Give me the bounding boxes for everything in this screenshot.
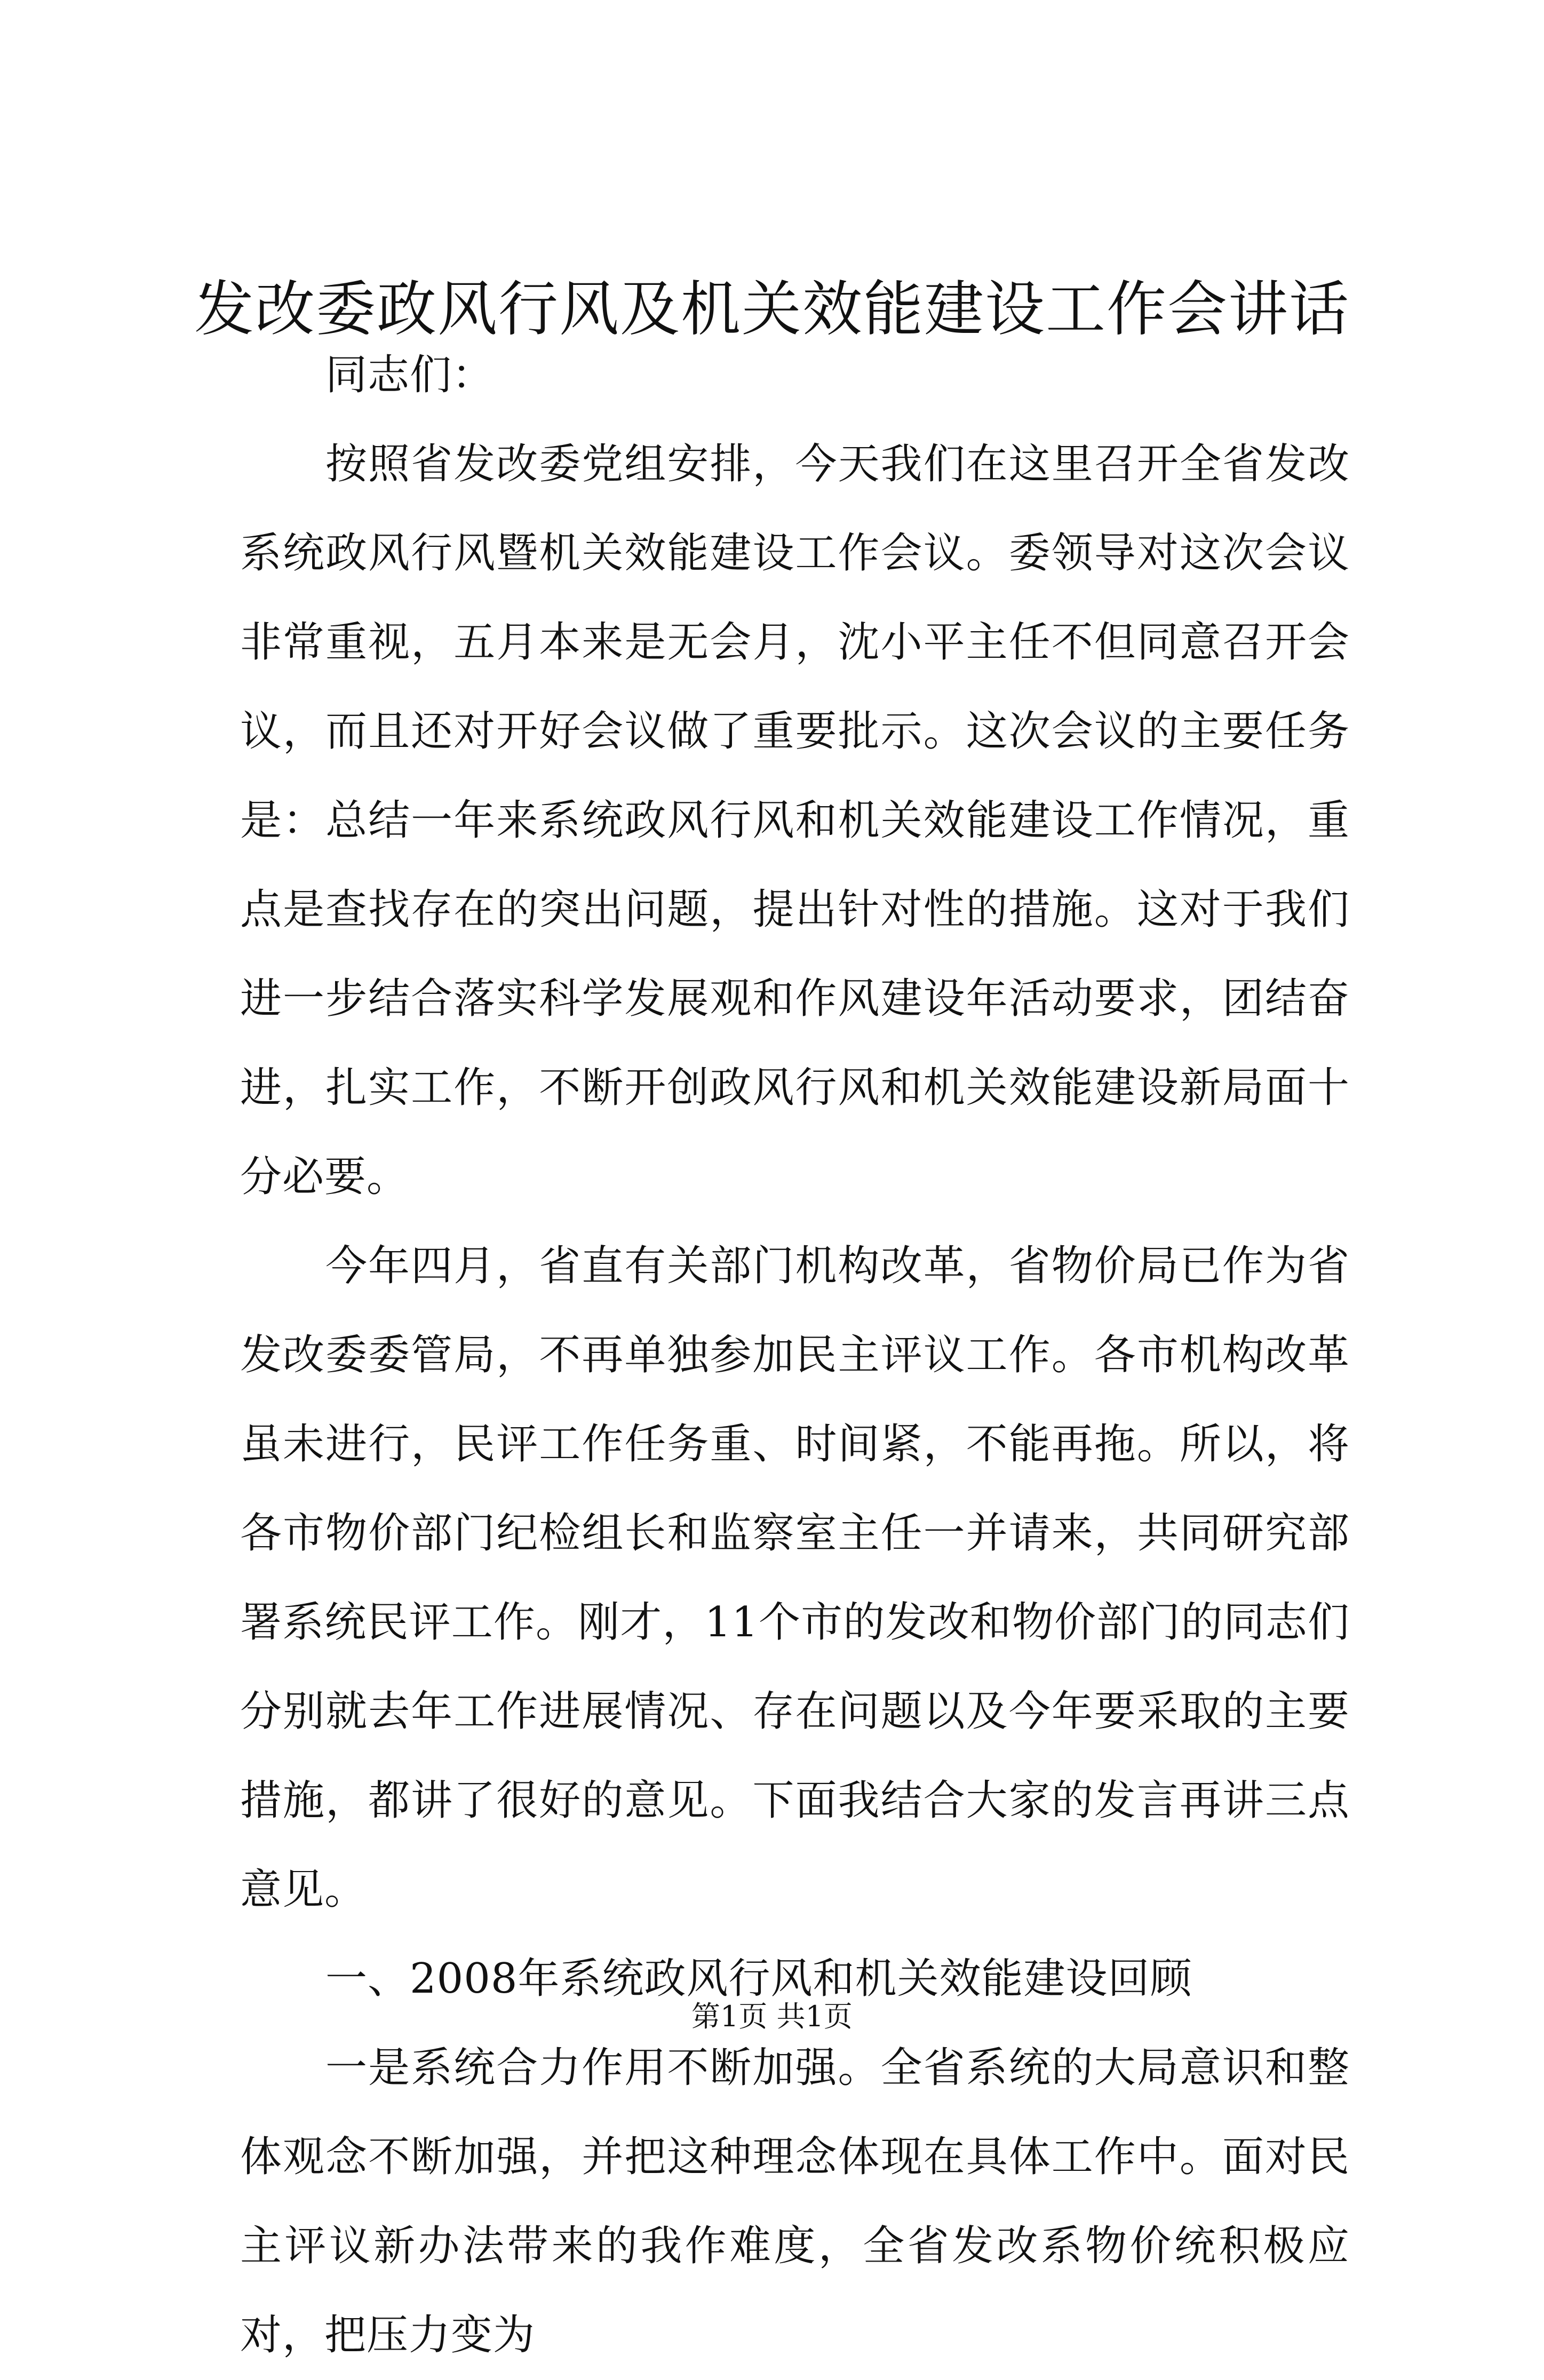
paragraph-background: 今年四月，省直有关部门机构改革，省物价局已作为省发改委委管局，不再单独参加民主评议工作。各市机构改革虽未进行，民评工作任务重、时间紧，不能再拖。所以，将各市物价部门纪检组长和监察室主任一并请来，共同研究部署系统民评工作。刚才，11个市的发改和物价部门的同志们分别就去年工作进展情况、存在问题以及今年要采取的主要措施，都讲了很好的意见。下面我结合大家的发言再讲三点意见。 xyxy=(240,1242,1350,1914)
paragraph-intro: 按照省发改委党组安排，今天我们在这里召开全省发改系统政风行风暨机关效能建设工作会议。委领导对这次会议非常重视，五月本来是无会月，沈小平主任不但同意召开会议，而且还对开好会议做了重要批示。这次会议的主要任务是：总结一年来系统政风行风和机关效能建设工作情况，重点是查找存在的突出问题，提出针对性的措施。这对于我们进一步结合落实科学发展观和作风建设年活动要求，团结奋进，扎实工作，不断开创政风行风和机关效能建设新局面十分必要。 xyxy=(240,440,1350,1201)
section-heading: 一、2008年系统政风行风和机关效能建设回顾 xyxy=(325,1955,1192,2003)
paragraph-point-one: 一是系统合力作用不断加强。全省系统的大局意识和整体观念不断加强，并把这种理念体现在具体工作中。面对民主评议新办法带来的我作难度，全省发改系物价统积极应对，把压力变为 xyxy=(240,2044,1350,2359)
document-body xyxy=(240,331,1350,2380)
salutation: 同志们： xyxy=(325,351,495,399)
document-title: 发改委政风行风及机关效能建设工作会讲话 xyxy=(194,275,1350,344)
page-footer: 第1页 共1页 xyxy=(691,2000,853,2033)
